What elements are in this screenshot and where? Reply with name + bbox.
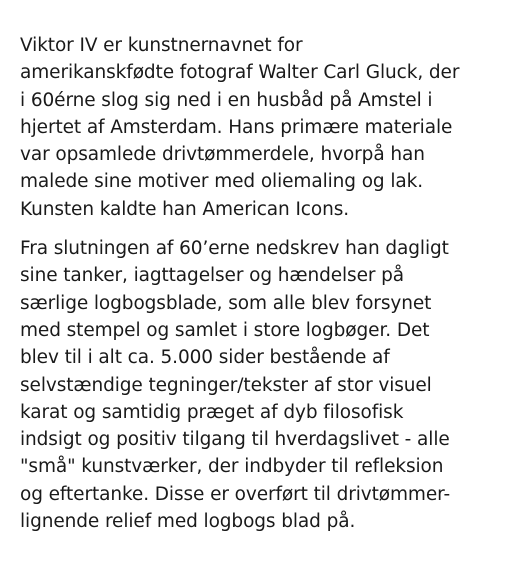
text-line: og eftertanke. Disse er overført til drivtømmer- — [20, 483, 451, 505]
text-line: karat og samtidig præget af dyb filosofisk — [20, 401, 404, 423]
text-line: malede sine motiver med oliemaling og lak. — [20, 171, 424, 193]
text-line: var opsamlede drivtømmerdele, hvorpå han — [20, 144, 425, 166]
text-line: sine tanker, iagttagelser og hændelser på — [20, 265, 405, 287]
text-line: hjertet af Amsterdam. Hans primære materiale — [20, 116, 453, 138]
text-line: særlige logbogsblade, som alle blev forsynet — [20, 292, 432, 314]
text-line: med stempel og samlet i store logbøger. Det — [20, 319, 430, 341]
text-line: i 60érne slog sig ned i en husbåd på Amstel i — [20, 89, 433, 111]
text-line: Viktor IV er kunstnernavnet for — [20, 35, 303, 56]
text-line: amerikanskfødte fotograf Walter Carl Gluck, der — [20, 62, 460, 84]
text-line: indsigt og positiv tilgang til hverdagslivet - alle — [20, 429, 450, 451]
text-line: "små" kunstværker, der indbyder til refleksion — [20, 456, 444, 478]
text-line: Kunsten kaldte han American Icons. — [20, 198, 350, 220]
text-line: blev til i alt ca. 5.000 sider bestående af — [20, 347, 390, 369]
text-line: Fra slutningen af 60’erne nedskrev han dagligt — [20, 238, 449, 260]
text-line: lignende relief med logbogs blad på. — [20, 511, 356, 533]
paragraph-logbooks — [20, 235, 491, 535]
text-line: selvstændige tegninger/tekster af stor visuel — [20, 374, 432, 396]
paragraph-intro — [20, 32, 491, 223]
